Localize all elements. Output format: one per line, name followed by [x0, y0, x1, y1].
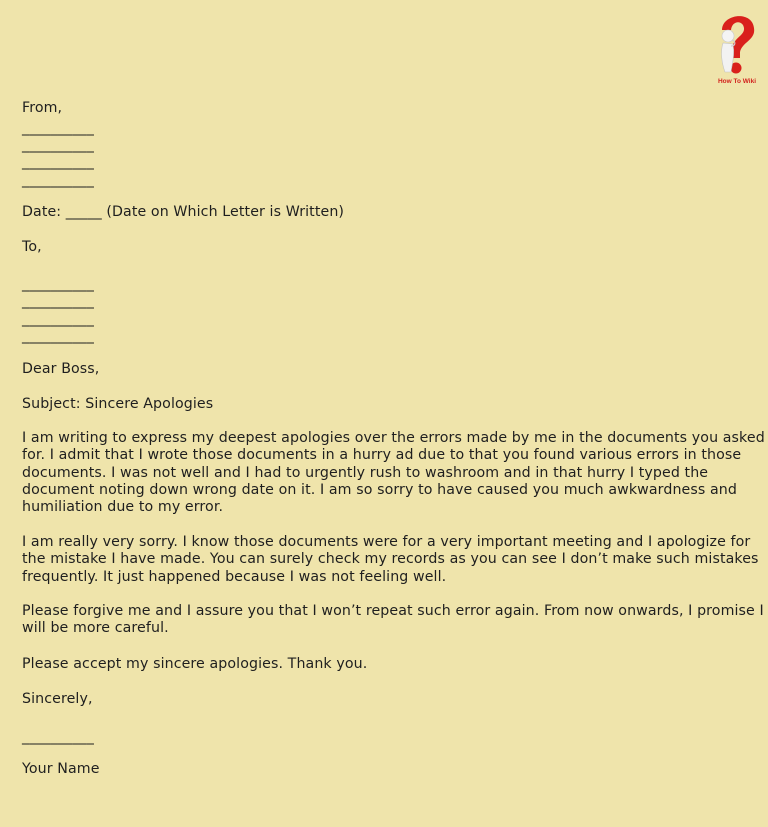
paragraph-line: frequently. It just happened because I was not feeling well.: [22, 568, 447, 585]
closing-request: Please accept my sincere apologies. Thank you.: [22, 656, 368, 672]
signer-name: Your Name: [22, 761, 100, 777]
to-address-line: __________: [22, 276, 94, 292]
from-address-line: __________: [22, 154, 94, 170]
date-line: Date: _____ (Date on Which Letter is Written): [22, 204, 345, 220]
paragraph-line: I am really very sorry. I know those documents were for a very important meeting and I apologize for: [22, 534, 751, 550]
paragraph-line: documents. I was not well and I had to urgently rush to washroom and in that hurry I typed the: [22, 464, 709, 481]
from-address-line: __________: [22, 120, 94, 136]
question-mark-thinking-figure-icon: [712, 8, 762, 78]
paragraph-line: humiliation due to my error.: [22, 499, 224, 516]
paragraph-line: the mistake I have made. You can surely check my records as you can see I don’t make such mistakes: [22, 551, 759, 568]
to-address-line: __________: [22, 328, 94, 344]
body-paragraph: [22, 534, 758, 586]
salutation: Dear Boss,: [22, 361, 100, 377]
paragraph-line: Please forgive me and I assure you that I won’t repeat such error again. From now onwards, I promise I: [22, 603, 764, 619]
sign-off: Sincerely,: [22, 691, 93, 707]
how-to-wiki-logo: [712, 8, 762, 88]
signature-line: __________: [22, 729, 94, 745]
body-paragraph: [22, 603, 764, 638]
paragraph-line: for. I admit that I wrote those documents in a hurry ad due to that you found various errors in those: [22, 447, 742, 464]
to-label: To,: [22, 239, 42, 255]
from-address-line: __________: [22, 137, 94, 153]
from-address-line: __________: [22, 172, 94, 188]
paragraph-line: will be more careful.: [22, 620, 169, 637]
to-address-line: __________: [22, 311, 94, 327]
logo-text: How To Wiki: [717, 78, 757, 85]
paragraph-line: I am writing to express my deepest apologies over the errors made by me in the documents you asked: [22, 430, 765, 446]
paragraph-line: document noting down wrong date on it. I am so sorry to have caused you much awkwardness and: [22, 481, 737, 498]
body-paragraph: [22, 430, 765, 516]
from-label: From,: [22, 100, 63, 116]
to-address-line: __________: [22, 293, 94, 309]
subject-line: Subject: Sincere Apologies: [22, 396, 214, 412]
